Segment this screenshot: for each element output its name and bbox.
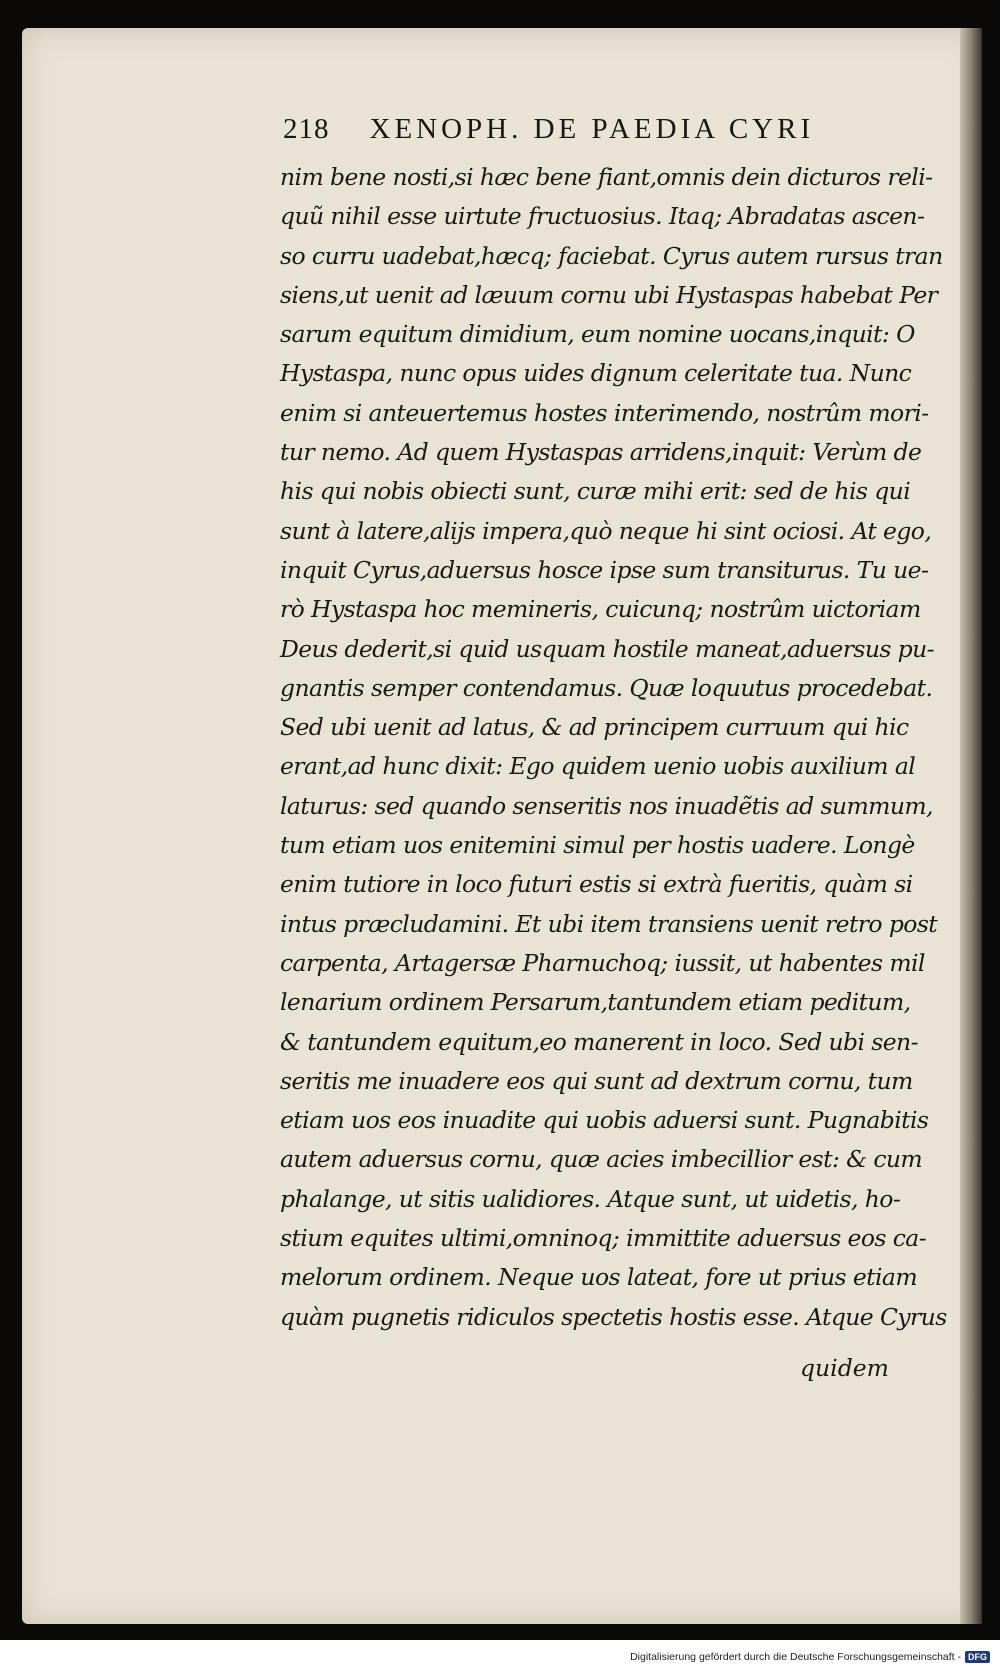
dfg-logo: DFG (965, 1651, 990, 1663)
credit-text: Digitalisierung gefördert durch die Deutsche Forschungsgemeinschaft - (630, 1651, 961, 1663)
text-line: enim si anteuertemus hostes interimendo, nostrûm mori- (280, 398, 929, 427)
text-line: Hystaspa, nunc opus uides dignum celeritate tua. Nunc (280, 359, 912, 388)
text-line: autem aduersus cornu, quæ acies imbecillior est: & cum (280, 1145, 923, 1174)
text-line: rò Hystaspa hoc memineris, cuicunq; nostrûm uictoriam (280, 595, 921, 624)
text-line: Sed ubi uenit ad latus, & ad principem curruum qui hic (280, 713, 909, 742)
text-line: seritis me inuadere eos qui sunt ad dextrum cornu, tum (280, 1066, 913, 1095)
catchword: quidem (800, 1354, 889, 1382)
text-line: carpenta, Artagersæ Pharnuchoq; iussit, ut habentes mil (280, 948, 925, 977)
text-line: gnantis semper contendamus. Quæ loquutus procedebat. (280, 673, 933, 702)
text-line: quũ nihil esse uirtute fructuosius. Itaq; Abradatas ascen- (280, 202, 925, 231)
text-line: nim bene nosti,si hæc bene fiant,omnis dein dicturos reli- (280, 163, 933, 191)
text-line: tur nemo. Ad quem Hystaspas arridens,inquit: Verùm de (280, 438, 922, 467)
digitization-credit (630, 1651, 990, 1663)
text-line: melorum ordinem. Neque uos lateat, fore ut prius etiam (280, 1263, 918, 1292)
running-head (283, 113, 903, 146)
page-number: 218 (283, 113, 330, 145)
text-line: sunt à latere,alijs impera,quò neque hi sint ociosi. At ego, (280, 516, 932, 545)
text-line: so curru uadebat,hæcq; faciebat. Cyrus autem rursus tran (280, 241, 943, 270)
text-line: inquit Cyrus,aduersus hosce ipse sum transiturus. Tu ue- (280, 555, 929, 584)
text-line: erant,ad hunc dixit: Ego quidem uenio uobis auxilium al (280, 752, 916, 781)
page-edge (960, 28, 982, 1624)
text-line: quàm pugnetis ridiculos spectetis hostis esse. Atque Cyrus (280, 1302, 947, 1331)
text-line: Deus dederit,si quid usquam hostile maneat,aduersus pu- (280, 634, 934, 663)
text-line: stium equites ultimi,omninoq; immittite aduersus eos ca- (280, 1224, 927, 1253)
text-line: his qui nobis obiecti sunt, curæ mihi erit: sed de his qui (280, 477, 911, 506)
text-block (280, 158, 950, 1337)
running-title: XENOPH. DE PAEDIA CYRI (369, 113, 815, 145)
text-line: sarum equitum dimidium, eum nomine uocans,inquit: O (280, 320, 915, 349)
text-line: etiam uos eos inuadite qui uobis aduersi sunt. Pugnabitis (280, 1106, 929, 1135)
text-line: laturus: sed quando senseritis nos inuadẽtis ad summum, (280, 791, 933, 820)
text-line: siens,ut uenit ad læuum cornu ubi Hystaspas habebat Per (280, 280, 938, 309)
text-line: & tantundem equitum,eo manerent in loco. Sed ubi sen- (280, 1027, 918, 1056)
text-line: lenarium ordinem Persarum,tantundem etiam peditum, (280, 988, 911, 1017)
text-line: tum etiam uos enitemini simul per hostis uadere. Longè (280, 831, 915, 860)
text-line: phalange, ut sitis ualidiores. Atque sunt, ut uidetis, ho- (280, 1184, 901, 1213)
text-line: intus præcludamini. Et ubi item transiens uenit retro post (280, 909, 938, 938)
text-line: enim tutiore in loco futuri estis si extrà fueritis, quàm si (280, 870, 913, 899)
